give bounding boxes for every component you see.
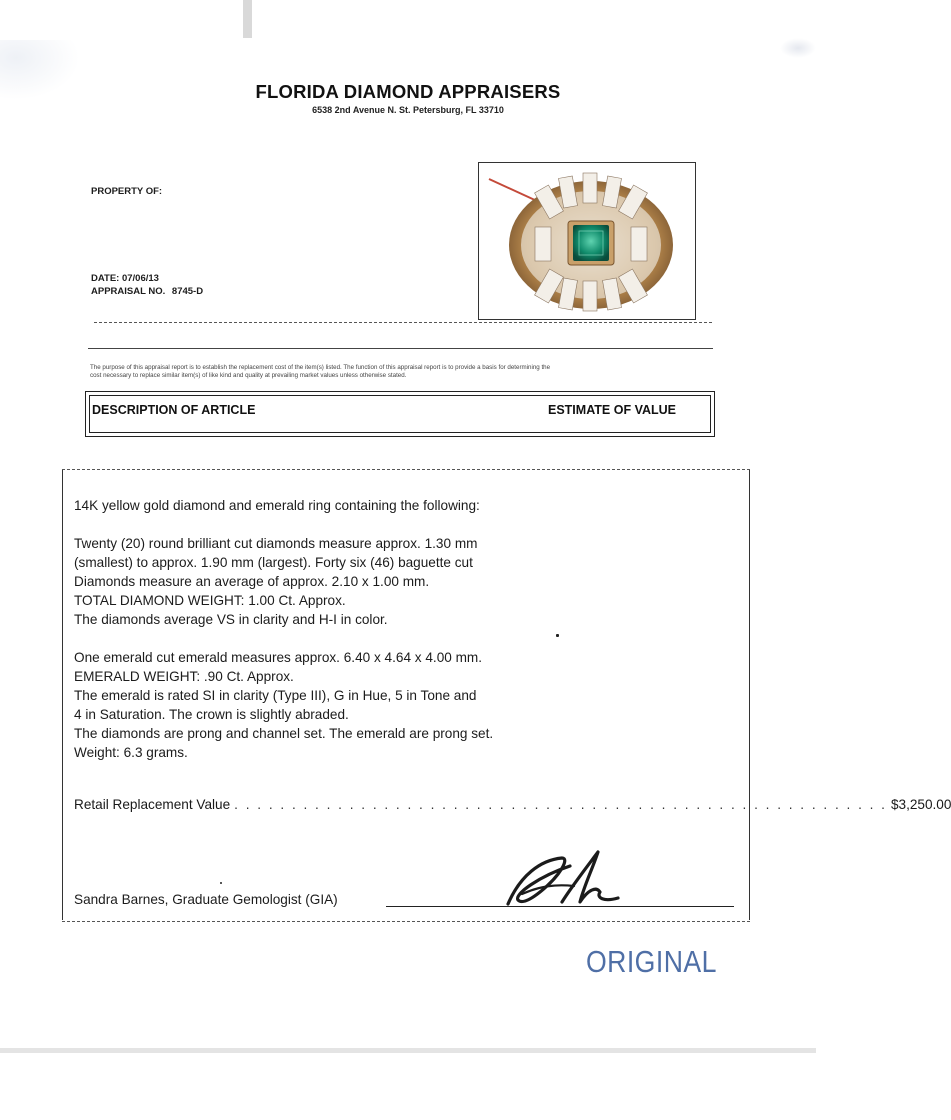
scan-artifact (243, 0, 252, 38)
appraiser-name: Sandra Barnes, Graduate Gemologist (GIA) (74, 892, 338, 907)
replacement-value-amount: $3,250.00 (890, 797, 951, 812)
diamond-line: Twenty (20) round brilliant cut diamonds measure approx. 1.30 mm (74, 536, 478, 551)
diamond-line: (smallest) to approx. 1.90 mm (largest). Forty six (46) baguette cut (74, 555, 473, 570)
original-stamp: ORIGINAL (586, 944, 717, 979)
dot-leader: . . . . . . . . . . . . . . . . . . . . . . . . . . . . . . . . . . . . . . . . . . . . . . . . . . . . . . . . . (234, 797, 887, 812)
emerald-line: One emerald cut emerald measures approx. 6.40 x 4.64 x 4.00 mm. (74, 650, 483, 665)
purpose-line: cost necessary to replace similar item(s) of like kind and quality at prevailing market values unless otherwise stated. (90, 372, 407, 379)
content-box-bottom (62, 921, 750, 922)
emerald-line: The diamonds are prong and channel set. The emerald are prong set. (74, 726, 494, 741)
date-value: 07/06/13 (121, 273, 159, 284)
replacement-value-row (74, 797, 951, 812)
divider (94, 322, 712, 323)
emerald-line: 4 in Saturation. The crown is slightly abraded. (74, 707, 349, 722)
purpose-statement (90, 364, 710, 380)
ring-photo-icon (479, 163, 695, 319)
estimate-header: ESTIMATE OF VALUE (548, 403, 677, 417)
emerald-details (74, 648, 493, 762)
diamond-line: Diamonds measure an average of approx. 2.10 x 1.00 mm. (74, 574, 430, 589)
ring-photo (478, 162, 696, 320)
company-address: 6538 2nd Avenue N. St. Petersburg, FL 33710 (312, 105, 504, 115)
divider (88, 348, 713, 349)
diamond-line: TOTAL DIAMOND WEIGHT: 1.00 Ct. Approx. (74, 593, 346, 608)
replacement-value-label: Retail Replacement Value (74, 797, 231, 812)
date-row (91, 273, 159, 284)
appraisal-number: 8745-D (171, 286, 204, 297)
company-name: FLORIDA DIAMOND APPRAISERS (255, 81, 561, 102)
scan-artifact (780, 38, 816, 58)
diamond-line: The diamonds average VS in clarity and H-I in color. (74, 612, 388, 627)
purpose-line: The purpose of this appraisal report is to establish the replacement cost of the item(s) listed. The function of this appraisal report is to provide a basis for determining the (90, 364, 551, 371)
description-header: DESCRIPTION OF ARTICLE (92, 403, 256, 417)
signature-scribble-icon (500, 846, 630, 916)
emerald-line: EMERALD WEIGHT: .90 Ct. Approx. (74, 669, 294, 684)
emerald-line: The emerald is rated SI in clarity (Type III), G in Hue, 5 in Tone and (74, 688, 477, 703)
date-label: DATE: (91, 273, 120, 284)
article-intro (74, 496, 480, 515)
scan-bottom-edge (0, 1048, 816, 1053)
intro-line: 14K yellow gold diamond and emerald ring containing the following: (74, 498, 480, 513)
appraisal-row (91, 286, 203, 297)
diamond-details (74, 534, 477, 629)
appraisal-label: APPRAISAL NO. (91, 286, 166, 297)
scan-speck (556, 634, 559, 637)
property-of-label: PROPERTY OF: (91, 186, 163, 197)
emerald-line: Weight: 6.3 grams. (74, 745, 188, 760)
scan-speck (220, 882, 222, 884)
